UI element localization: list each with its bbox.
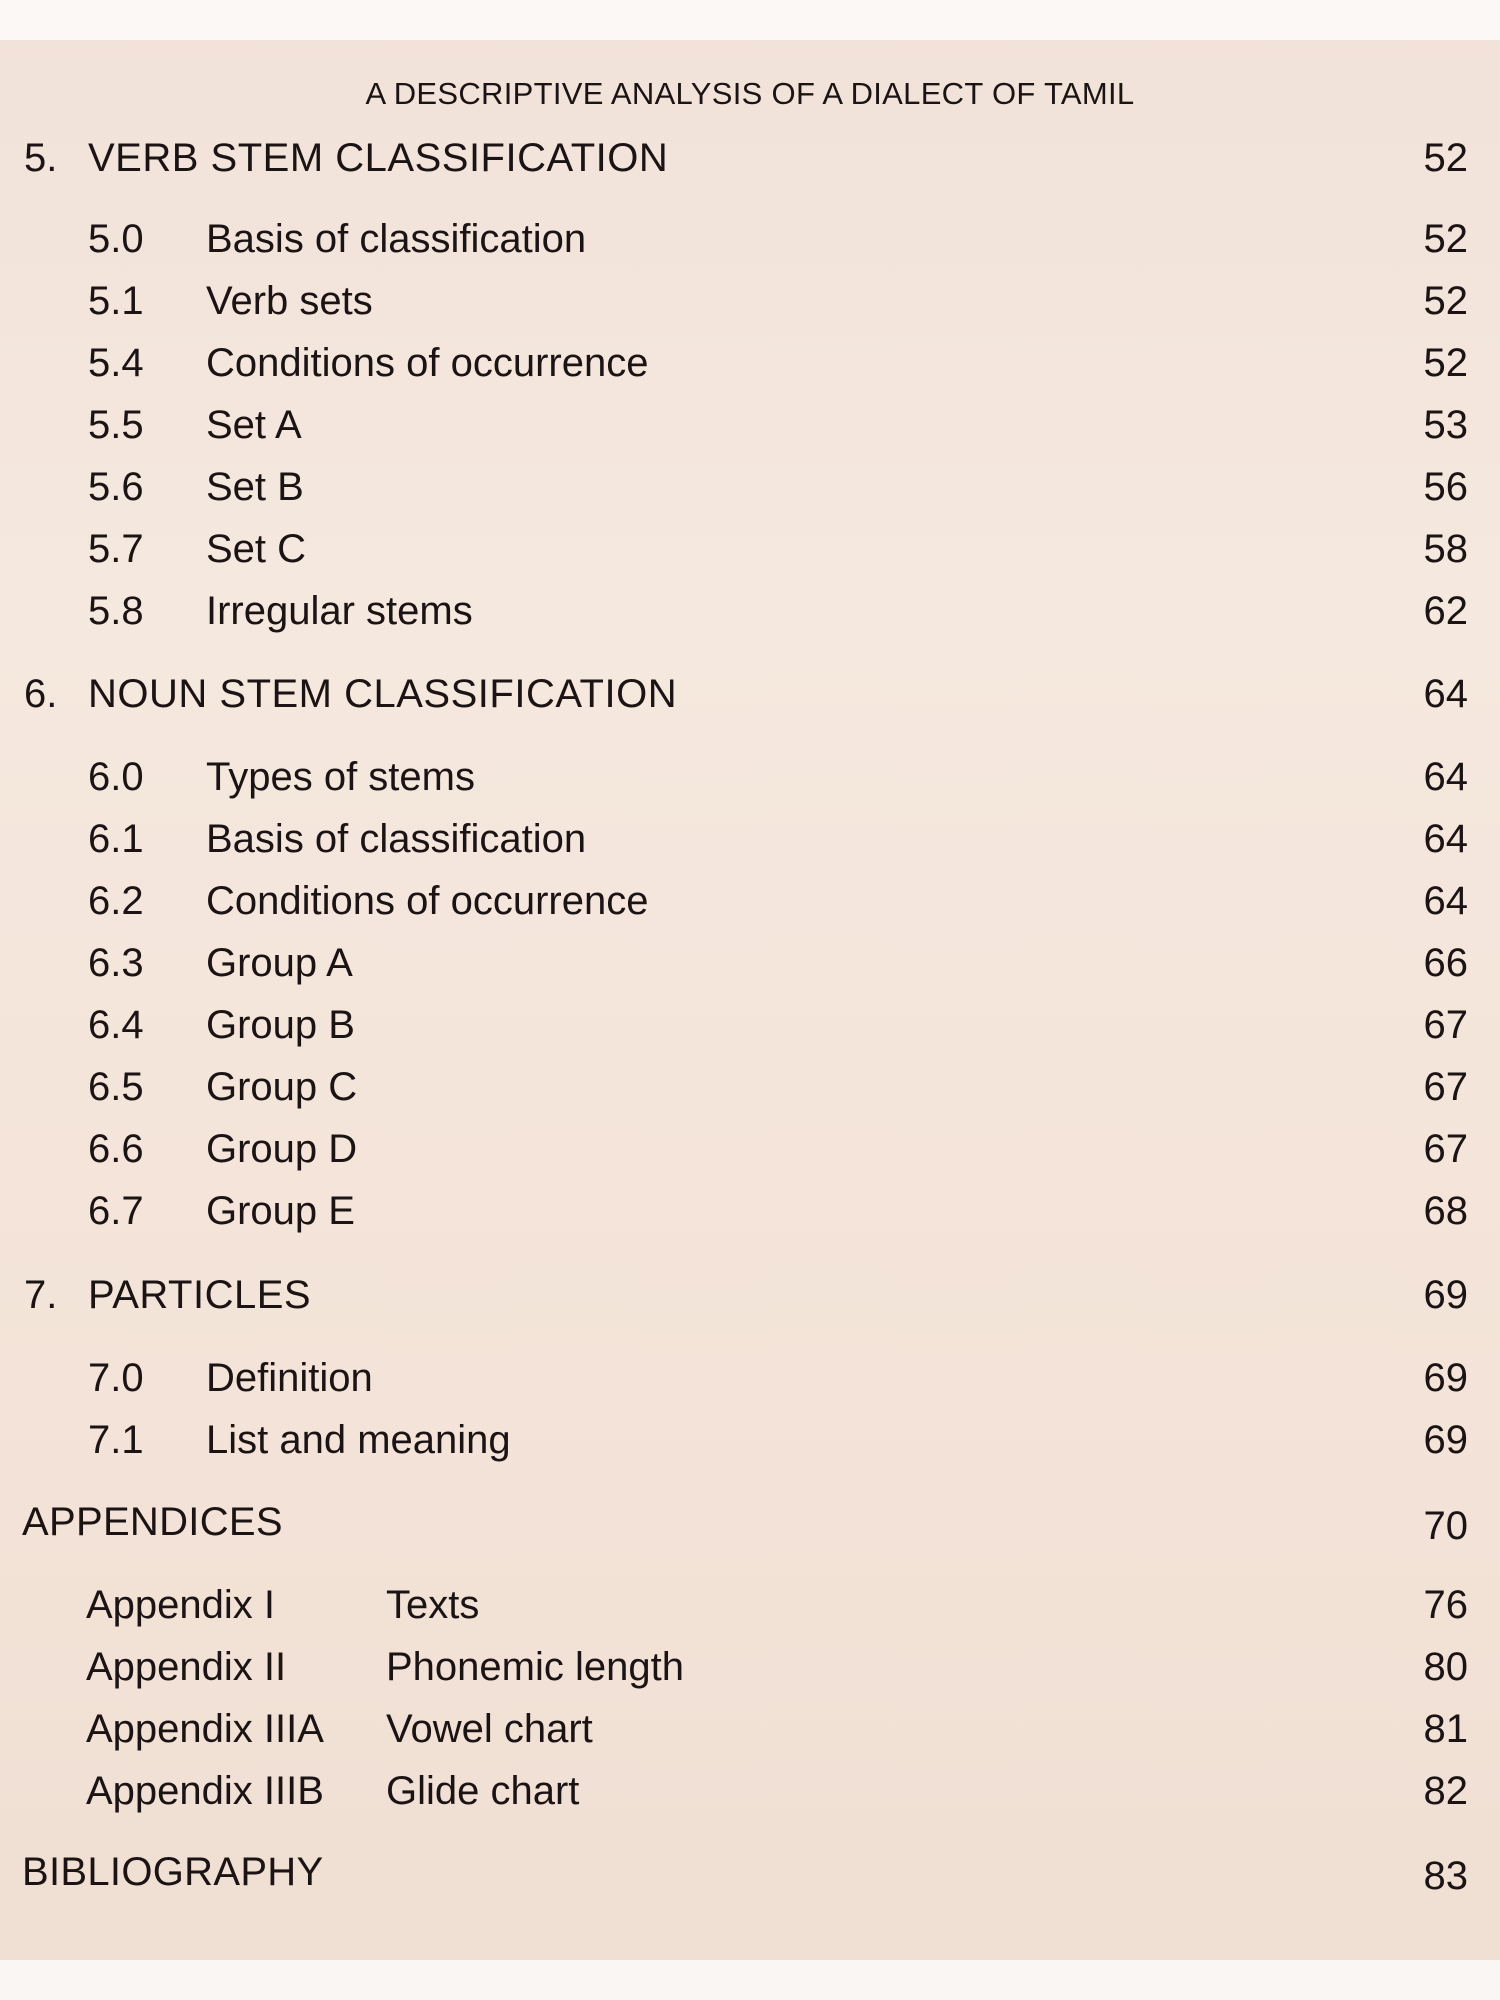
scan-top-margin — [0, 0, 1500, 40]
entry-title: Group E — [206, 1189, 355, 1233]
section-title: VERB STEM CLASSIFICATION — [88, 136, 669, 180]
page-number: 52 — [1423, 341, 1468, 385]
section-number: 6. — [24, 672, 58, 716]
page-number: 64 — [1423, 879, 1468, 923]
entry-number: 6.7 — [88, 1189, 144, 1233]
entry-title: Set A — [206, 403, 302, 447]
page-number: 66 — [1423, 941, 1468, 985]
entry-number: 6.3 — [88, 941, 144, 985]
page-number: 64 — [1423, 672, 1468, 716]
page-number: 52 — [1423, 136, 1468, 180]
page-number: 70 — [1423, 1504, 1468, 1548]
appendix-name: Appendix I — [86, 1583, 276, 1627]
entry-number: 5.7 — [88, 527, 144, 571]
page-number: 67 — [1423, 1003, 1468, 1047]
page-number: 81 — [1423, 1707, 1468, 1751]
page-number: 52 — [1423, 279, 1468, 323]
scan-bottom-margin — [0, 1960, 1500, 2000]
entry-number: 5.4 — [88, 341, 144, 385]
entry-title: Group C — [206, 1065, 358, 1109]
entry-title: Basis of classification — [206, 817, 587, 861]
entry-number: 5.6 — [88, 465, 144, 509]
entry-title: Set C — [206, 527, 307, 571]
page-number: 62 — [1423, 589, 1468, 633]
page-number: 80 — [1423, 1645, 1468, 1689]
page-number: 67 — [1423, 1065, 1468, 1109]
entry-title: List and meaning — [206, 1418, 511, 1462]
running-head: A DESCRIPTIVE ANALYSIS OF A DIALECT OF TAMIL — [365, 76, 1135, 111]
entry-number: 7.1 — [88, 1418, 144, 1462]
entry-number: 5.5 — [88, 403, 144, 447]
appendix-title: Texts — [386, 1583, 480, 1627]
entry-number: 5.0 — [88, 217, 144, 261]
page-number: 76 — [1423, 1583, 1468, 1627]
section-title: NOUN STEM CLASSIFICATION — [88, 672, 678, 716]
entry-number: 6.5 — [88, 1065, 144, 1109]
appendix-title: Vowel chart — [386, 1707, 593, 1751]
entry-number: 6.2 — [88, 879, 144, 923]
entry-title: Conditions of occurrence — [206, 879, 649, 923]
page-number: 82 — [1423, 1769, 1468, 1813]
page-number: 69 — [1423, 1273, 1468, 1317]
appendices-title: APPENDICES — [22, 1500, 283, 1544]
page-number: 64 — [1423, 817, 1468, 861]
entry-title: Types of stems — [206, 755, 475, 799]
section-title: PARTICLES — [88, 1273, 312, 1317]
page-number: 58 — [1423, 527, 1468, 571]
entry-number: 7.0 — [88, 1356, 144, 1400]
page-number: 53 — [1423, 403, 1468, 447]
bibliography-title: BIBLIOGRAPHY — [22, 1850, 324, 1894]
entry-number: 6.4 — [88, 1003, 144, 1047]
appendix-title: Glide chart — [386, 1769, 580, 1813]
page-number: 69 — [1423, 1418, 1468, 1462]
entry-number: 6.1 — [88, 817, 144, 861]
entry-title: Conditions of occurrence — [206, 341, 649, 385]
page-number: 56 — [1423, 465, 1468, 509]
entry-title: Group D — [206, 1127, 358, 1171]
section-number: 5. — [24, 136, 58, 180]
entry-title: Group A — [206, 941, 353, 985]
appendix-name: Appendix IIIA — [86, 1707, 324, 1751]
appendix-name: Appendix IIIB — [86, 1769, 324, 1813]
page-number: 67 — [1423, 1127, 1468, 1171]
appendix-title: Phonemic length — [386, 1645, 684, 1689]
entry-number: 6.0 — [88, 755, 144, 799]
entry-title: Definition — [206, 1356, 373, 1400]
page-number: 68 — [1423, 1189, 1468, 1233]
page-number: 69 — [1423, 1356, 1468, 1400]
page-number: 83 — [1423, 1854, 1468, 1898]
entry-title: Set B — [206, 465, 304, 509]
entry-number: 5.8 — [88, 589, 144, 633]
entry-title: Verb sets — [206, 279, 373, 323]
entry-number: 5.1 — [88, 279, 144, 323]
entry-number: 6.6 — [88, 1127, 144, 1171]
entry-title: Basis of classification — [206, 217, 587, 261]
entry-title: Group B — [206, 1003, 355, 1047]
section-number: 7. — [24, 1273, 58, 1317]
appendix-name: Appendix II — [86, 1645, 287, 1689]
page-number: 64 — [1423, 755, 1468, 799]
entry-title: Irregular stems — [206, 589, 473, 633]
page-number: 52 — [1423, 217, 1468, 261]
